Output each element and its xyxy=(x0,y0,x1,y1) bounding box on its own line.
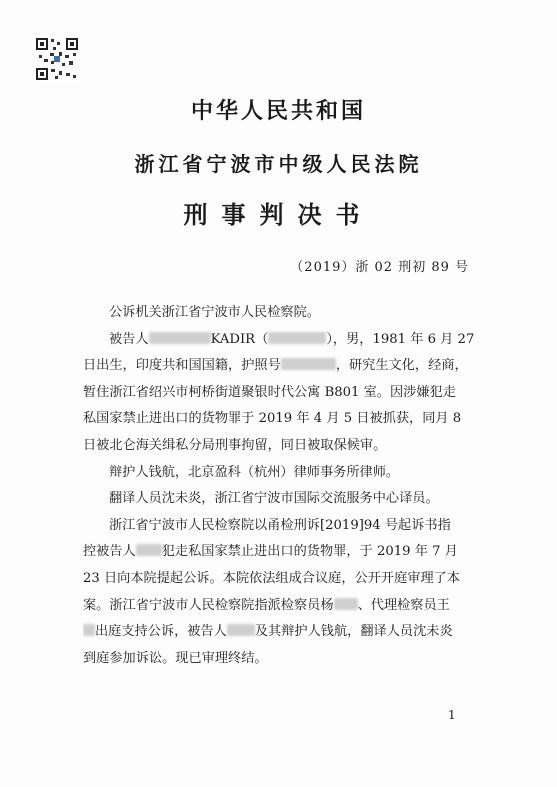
title-document-type: 刑事判决书 xyxy=(183,200,374,229)
defendant-text: 日出生，印度共和国国籍，护照号 xyxy=(83,358,281,374)
procedure-line-4 xyxy=(83,593,483,620)
procedure-text: 犯走私国家禁止进出口的货物罪，于 2019 年 7 月 xyxy=(161,544,458,560)
defendant-name: KADIR（ xyxy=(210,331,269,347)
redaction xyxy=(227,624,255,636)
procedure-line-5 xyxy=(83,619,483,646)
title-court: 浙江省宁波市中级人民法院 xyxy=(134,152,423,176)
redaction xyxy=(149,332,211,344)
procedure-line-1: 浙江省宁波市人民检察院以甬检刑诉[2019]94 号起诉书指 xyxy=(109,517,451,533)
defendant-line-5: 日被北仑海关缉私分局刑事拘留，同日被取保候审。 xyxy=(83,437,387,453)
procedure-text: 案。浙江省宁波市人民检察院指派检察员杨 xyxy=(83,597,334,613)
defendant-line-2 xyxy=(83,353,483,380)
redaction xyxy=(83,624,95,636)
redaction xyxy=(268,332,326,344)
defendant-label: 被告人 xyxy=(109,331,149,347)
procedure-line-3: 23 日向本院提起公诉。本院依法组成合议庭，公开开庭审理了本 xyxy=(83,570,461,586)
procedure-line-2 xyxy=(83,539,483,566)
prosecutor-line: 公诉机关浙江省宁波市人民检察院。 xyxy=(109,305,320,320)
judgment-body xyxy=(83,300,483,672)
redaction xyxy=(334,598,358,610)
title-country: 中华人民共和国 xyxy=(190,98,366,124)
defendant-line-4: 私国家禁止进出口的货物罪于 2019 年 4 月 5 日被抓获，同月 8 xyxy=(83,411,462,427)
redaction xyxy=(281,358,336,370)
defendant-line-1 xyxy=(83,327,483,354)
defendant-info: ），男，1981 年 6 月 27 xyxy=(326,331,475,347)
procedure-text: 、代理检察员王 xyxy=(357,597,450,613)
redaction xyxy=(136,544,162,556)
defense-line: 辩护人钱航，北京盈科（杭州）律师事务所律师。 xyxy=(109,464,400,480)
procedure-line-6: 到庭参加诉讼。现已审理终结。 xyxy=(83,650,268,666)
page-number: 1 xyxy=(448,708,456,722)
case-number: （2019）浙 02 刑初 89 号 xyxy=(290,260,469,275)
defendant-text: ，研究生文化，经商， xyxy=(335,358,468,374)
procedure-text: 出庭支持公诉，被告人 xyxy=(95,624,227,640)
procedure-text: 控被告人 xyxy=(83,544,136,560)
procedure-text: 及其辩护人钱航，翻译人员沈未炎 xyxy=(254,624,453,640)
defendant-line-3: 暂住浙江省绍兴市柯桥街道聚银时代公寓 B801 室。因涉嫌犯走 xyxy=(83,384,456,400)
qr-code-icon xyxy=(35,37,79,81)
translator-line: 翻译人员沈未炎，浙江省宁波市国际交流服务中心译员。 xyxy=(109,491,439,507)
